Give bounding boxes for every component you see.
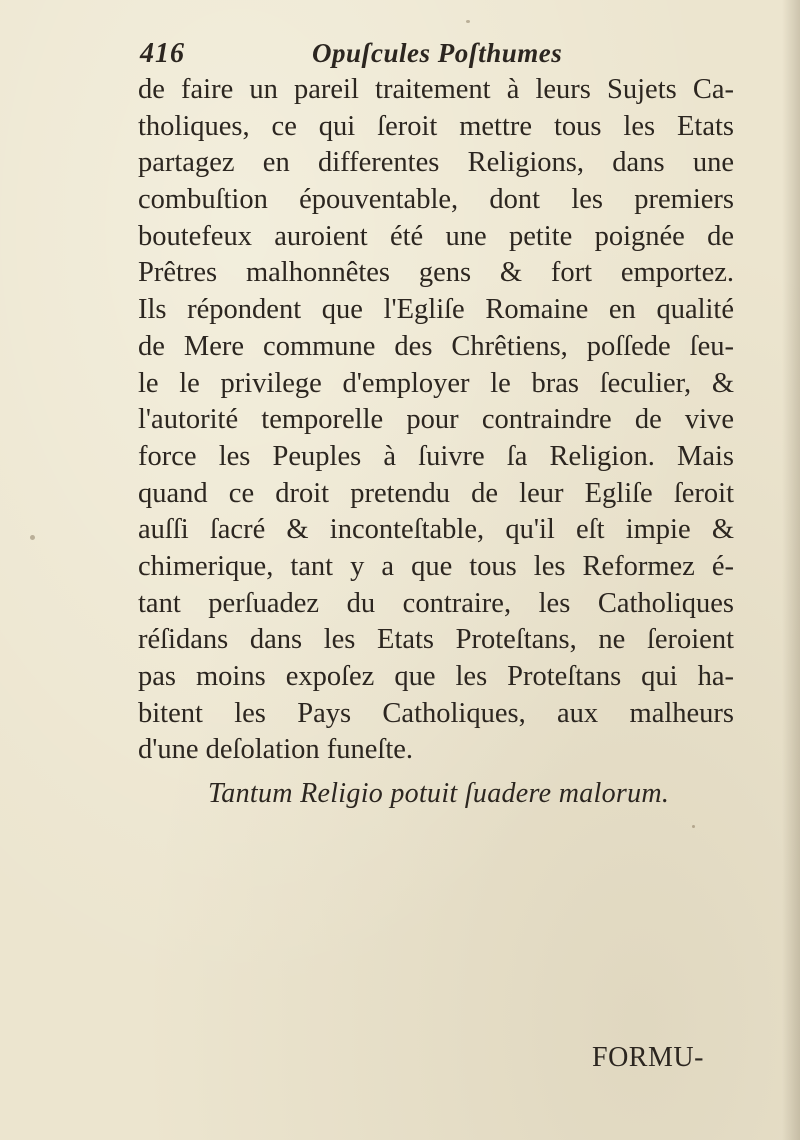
text-line: bitent les Pays Catholiques, aux malheurs <box>138 697 734 729</box>
text-line: Ils répondent que l'Egliſe Romaine en qualité <box>138 294 734 326</box>
text-line: le le privilege d'employer le bras ſeculier, & <box>138 367 734 399</box>
text-line: Prêtres malhonnêtes gens & fort emportez. <box>138 257 734 289</box>
text-line: auſſi ſacré & inconteſtable, qu'il eſt impie & <box>138 514 734 546</box>
text-line: quand ce droit pretendu de leur Egliſe ſeroit <box>138 477 734 509</box>
text-line: tant perſuadez du contraire, les Catholiques <box>138 587 734 619</box>
text-line: d'une deſolation funeſte. <box>138 734 414 766</box>
text-line: de Mere commune des Chrêtiens, poſſede ſeu- <box>138 330 734 362</box>
foxing-spot <box>30 535 35 540</box>
text-line: tholiques, ce qui ſeroit mettre tous les Etats <box>138 110 734 142</box>
page-edge-shadow <box>782 0 800 1140</box>
running-title: Opuſcules Poſthumes <box>312 38 563 68</box>
text-line: chimerique, tant y a que tous les Reformez é- <box>138 550 734 582</box>
text-line: de faire un pareil traitement à leurs Sujets Ca- <box>138 74 734 105</box>
body-text <box>138 72 734 769</box>
text-line: combuſtion épouventable, dont les premiers <box>138 184 734 216</box>
latin-epigraph: Tantum Religio potuit ſuadere malorum. <box>208 778 670 809</box>
text-line: partagez en differentes Religions, dans une <box>138 147 734 179</box>
text-line: force les Peuples à ſuivre ſa Religion. Mais <box>138 440 734 472</box>
catchword: FORMU- <box>592 1042 704 1073</box>
text-line: pas moins expoſez que les Proteſtans qui ha- <box>138 661 734 692</box>
foxing-spot <box>466 20 470 23</box>
foxing-spot <box>692 825 695 828</box>
text-line: boutefeux auroient été une petite poignée de <box>138 220 734 252</box>
page-number: 416 <box>140 38 185 69</box>
text-line: réſidans dans les Etats Proteſtans, ne ſeroient <box>138 624 734 656</box>
text-line: l'autorité temporelle pour contraindre de vive <box>138 404 734 436</box>
